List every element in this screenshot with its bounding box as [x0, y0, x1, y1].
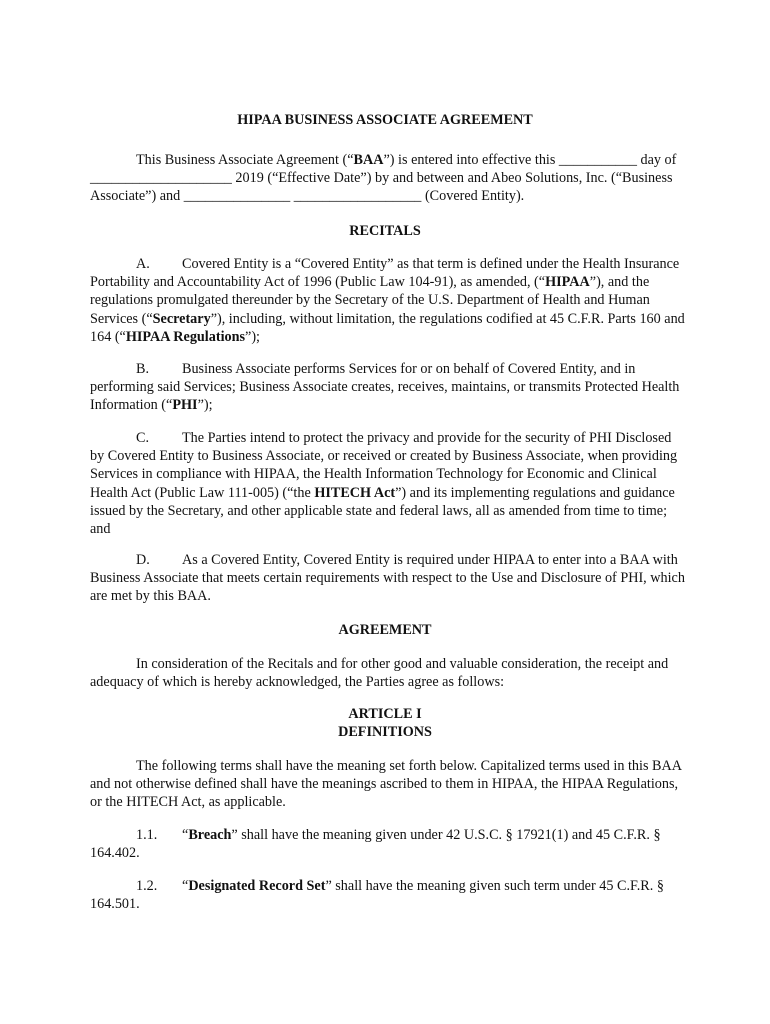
article-heading: ARTICLE I: [348, 706, 422, 722]
recital-c-marker: C.: [136, 430, 150, 446]
recital-a-text-2: ”), and the regulations promulgated thereunder by the Secretary of the U.S. Department of Health and Human Services (“: [90, 274, 650, 327]
recital-b: [90, 360, 686, 415]
agreement-paragraph: [90, 655, 686, 691]
intro-text-1: This Business Associate Agreement (“: [136, 152, 354, 168]
definitions-intro: [90, 757, 686, 812]
recital-c-text-2: ”) and its implementing regulations and guidance issued by the Secretary, and other applicable state and federal laws, all as amended from time to time; and: [90, 484, 675, 538]
recital-c: [90, 429, 686, 538]
definition-open-quote: “: [182, 827, 189, 843]
agreement-heading: AGREEMENT: [338, 622, 432, 638]
recital-a-term-hipaa: HIPAA: [545, 274, 590, 291]
intro-text-2: ”) is entered into effective this ___________ day of ____________________ 2019 (“Effective Date”) by and between and Abeo Solutions, Inc. (“Business Associate”) and _______________ __________________ (Covered Entity).: [90, 152, 677, 205]
recital-a-text-1: Covered Entity is a “Covered Entity” as that term is defined under the Health Insurance Portability and Accountability Act of 1996 (Public Law 104-91), as amended, (“: [90, 256, 680, 291]
definition-number: 1.2.: [136, 878, 158, 894]
recital-a-term-hipaa-regulations: HIPAA Regulations: [125, 328, 246, 345]
definition-breach: [90, 826, 686, 862]
definition-open-quote: “: [182, 878, 189, 894]
recital-c-term-hitech-act: HITECH Act: [314, 484, 396, 501]
recital-a-term-secretary: Secretary: [152, 310, 211, 327]
recital-a: [90, 255, 686, 346]
recitals-heading: RECITALS: [349, 223, 421, 239]
article-subheading: DEFINITIONS: [338, 724, 432, 740]
recital-d-marker: D.: [136, 552, 150, 568]
definition-designated-record-set: [90, 877, 686, 913]
recital-d-text-1: As a Covered Entity, Covered Entity is required under HIPAA to enter into a BAA with Business Associate that meets certain requirements with respect to the Use and Disclosure of PHI, which are met by this BAA.: [90, 552, 685, 605]
document-title: HIPAA BUSINESS ASSOCIATE AGREEMENT: [237, 112, 533, 128]
intro-term-baa: BAA: [353, 152, 384, 168]
definition-term: Designated Record Set: [188, 878, 326, 894]
recital-a-marker: A.: [136, 256, 150, 272]
recital-b-term-phi: PHI: [172, 397, 198, 414]
definition-term: Breach: [188, 827, 232, 843]
recital-b-text-1: Business Associate performs Services for or on behalf of Covered Entity, and in performing said Services; Business Associate creates, receives, maintains, or transmits Protected Health Information (“: [90, 361, 680, 414]
intro-paragraph: [90, 151, 686, 206]
definition-text: ” shall have the meaning given under 42 U.S.C. § 17921(1) and 45 C.F.R. § 164.402.: [90, 827, 661, 862]
recital-b-text-2: ”);: [197, 397, 213, 414]
definition-number: 1.1.: [136, 827, 158, 843]
recital-d: [90, 551, 686, 606]
agreement-text: In consideration of the Recitals and for other good and valuable consideration, the receipt and adequacy of which is hereby acknowledged, the Parties agree as follows:: [90, 656, 669, 691]
definitions-intro-text: The following terms shall have the meaning set forth below. Capitalized terms used in this BAA and not otherwise defined shall have the meanings ascribed to them in HIPAA, the HIPAA Regulations, or the HITECH Act, as applicable.: [90, 758, 682, 811]
definition-text: ” shall have the meaning given such term under 45 C.F.R. § 164.501.: [90, 878, 664, 913]
recital-b-marker: B.: [136, 361, 150, 377]
recital-c-text-1: The Parties intend to protect the privacy and provide for the security of PHI Disclosed by Covered Entity to Business Associate, or received or created by Business Associate, when providing Services in compliance with HIPAA, the Health Information Technology for Economic and Clinical Health Act (Public Law 111-005) (“the: [90, 430, 678, 501]
recital-a-text-4: ”);: [245, 328, 260, 345]
recital-a-text-3: ”), including, without limitation, the regulations codified at 45 C.F.R. Parts 160 and 164 (“: [90, 310, 685, 345]
